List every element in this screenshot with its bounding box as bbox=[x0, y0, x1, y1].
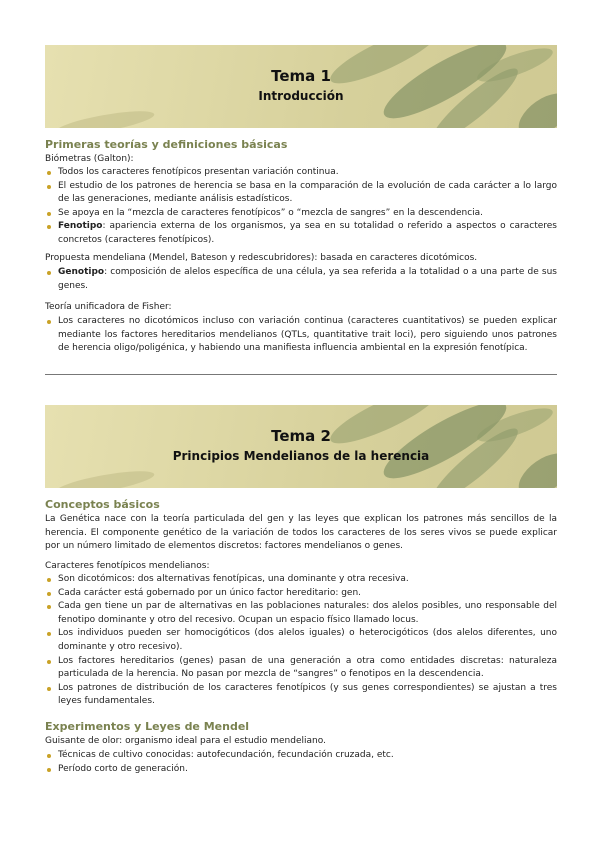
list-item: Todos los caracteres fenotípicos presentan variación continua. bbox=[45, 166, 557, 180]
list-item: Los individuos pueden ser homocigóticos (dos alelos iguales) o heterocigóticos (dos alelos diferentes, uno dominante y otro recesivo). bbox=[45, 627, 557, 654]
tema1-banner bbox=[45, 45, 557, 128]
fisher-list bbox=[45, 315, 557, 356]
list-item: Período corto de generación. bbox=[45, 763, 557, 777]
mendel-list bbox=[45, 266, 557, 293]
tema1-subtitle: Introducción bbox=[258, 89, 344, 103]
list-item: Los caracteres no dicotómicos incluso con variación continua (caracteres cuantitativos) se pueden explicar mediante los factores hereditarios mendelianos (QTLs, quantitative trait loci), pero siguiendo unos patrones de herencia oligo/poligénica, y habiendo una manifiesta influencia ambiental en la expresión fenotípica. bbox=[45, 315, 557, 356]
list-item: Son dicotómicos: dos alternativas fenotípicas, una dominante y otra recesiva. bbox=[45, 573, 557, 587]
section-heading-primeras-teorias: Primeras teorías y definiciones básicas bbox=[45, 138, 288, 151]
fisher-intro: Teoría unificadora de Fisher: bbox=[45, 302, 172, 312]
list-item: Técnicas de cultivo conocidas: autofecundación, fecundación cruzada, etc. bbox=[45, 749, 557, 763]
definition-genotipo: : composición de alelos específica de una célula, ya sea referida a la totalidad o a una parte de sus genes. bbox=[58, 267, 557, 291]
tema2-subtitle: Principios Mendelianos de la herencia bbox=[172, 449, 430, 463]
biometras-list bbox=[45, 166, 557, 248]
definition-fenotipo: : apariencia externa de los organismos, ya sea en su totalidad o referido a aspectos o caracteres concretos (caracteres fenotípicos). bbox=[58, 221, 557, 245]
section-divider bbox=[45, 374, 557, 375]
list-item: El estudio de los patrones de herencia se basa en la comparación de la evolución de cada carácter a lo largo de las generaciones, mediante análisis estadísticos. bbox=[45, 180, 557, 207]
list-item: Cada gen tiene un par de alternativas en las poblaciones naturales: dos alelos posibles, uno responsable del fenotipo dominante y otro del recesivo. Ocupan un espacio físico llamado locus. bbox=[45, 600, 557, 627]
experimentos-intro: Guisante de olor: organismo ideal para el estudio mendeliano. bbox=[45, 736, 326, 746]
list-item bbox=[45, 266, 557, 293]
list-item: Los patrones de distribución de los caracteres fenotípicos (y sus genes correspondientes) se ajustan a tres leyes fundamentales. bbox=[45, 682, 557, 709]
list-item: Los factores hereditarios (genes) pasan de una generación a otra como entidades discretas: naturaleza particulada de la herencia. No pasan por mezcla de “sangres” o fenotipos en la descendencia. bbox=[45, 655, 557, 682]
caracteres-intro: Caracteres fenotípicos mendelianos: bbox=[45, 561, 210, 571]
term-genotipo: Genotipo bbox=[58, 267, 105, 277]
section-heading-conceptos-basicos: Conceptos básicos bbox=[45, 498, 160, 511]
tema1-title: Tema 1 bbox=[271, 67, 331, 85]
list-item: Cada carácter está gobernado por un único factor hereditario: gen. bbox=[45, 587, 557, 601]
list-item bbox=[45, 220, 557, 247]
mendel-intro: Propuesta mendeliana (Mendel, Bateson y redescubridores): basada en caracteres dicotómicos. bbox=[45, 253, 478, 263]
leaf-texture-decoration bbox=[45, 45, 557, 128]
conceptos-paragraph: La Genética nace con la teoría particulada del gen y las leyes que explican los patrones más sencillos de la herencia. El componente genético de la variación de todos los caracteres de los seres vivos se puede explicar por un número limitado de elementos discretos: factores mendelianos o genes. bbox=[45, 514, 557, 552]
biometras-intro: Biómetras (Galton): bbox=[45, 154, 134, 164]
tema2-banner bbox=[45, 405, 557, 488]
caracteres-list bbox=[45, 573, 557, 709]
term-fenotipo: Fenotipo bbox=[58, 221, 103, 232]
leaf-texture-decoration bbox=[45, 405, 557, 488]
tema2-title: Tema 2 bbox=[271, 427, 331, 445]
experimentos-list bbox=[45, 749, 557, 776]
list-item: Se apoya en la “mezcla de caracteres fenotípicos” o “mezcla de sangres” en la descendencia. bbox=[45, 207, 557, 221]
section-heading-experimentos: Experimentos y Leyes de Mendel bbox=[45, 720, 250, 733]
